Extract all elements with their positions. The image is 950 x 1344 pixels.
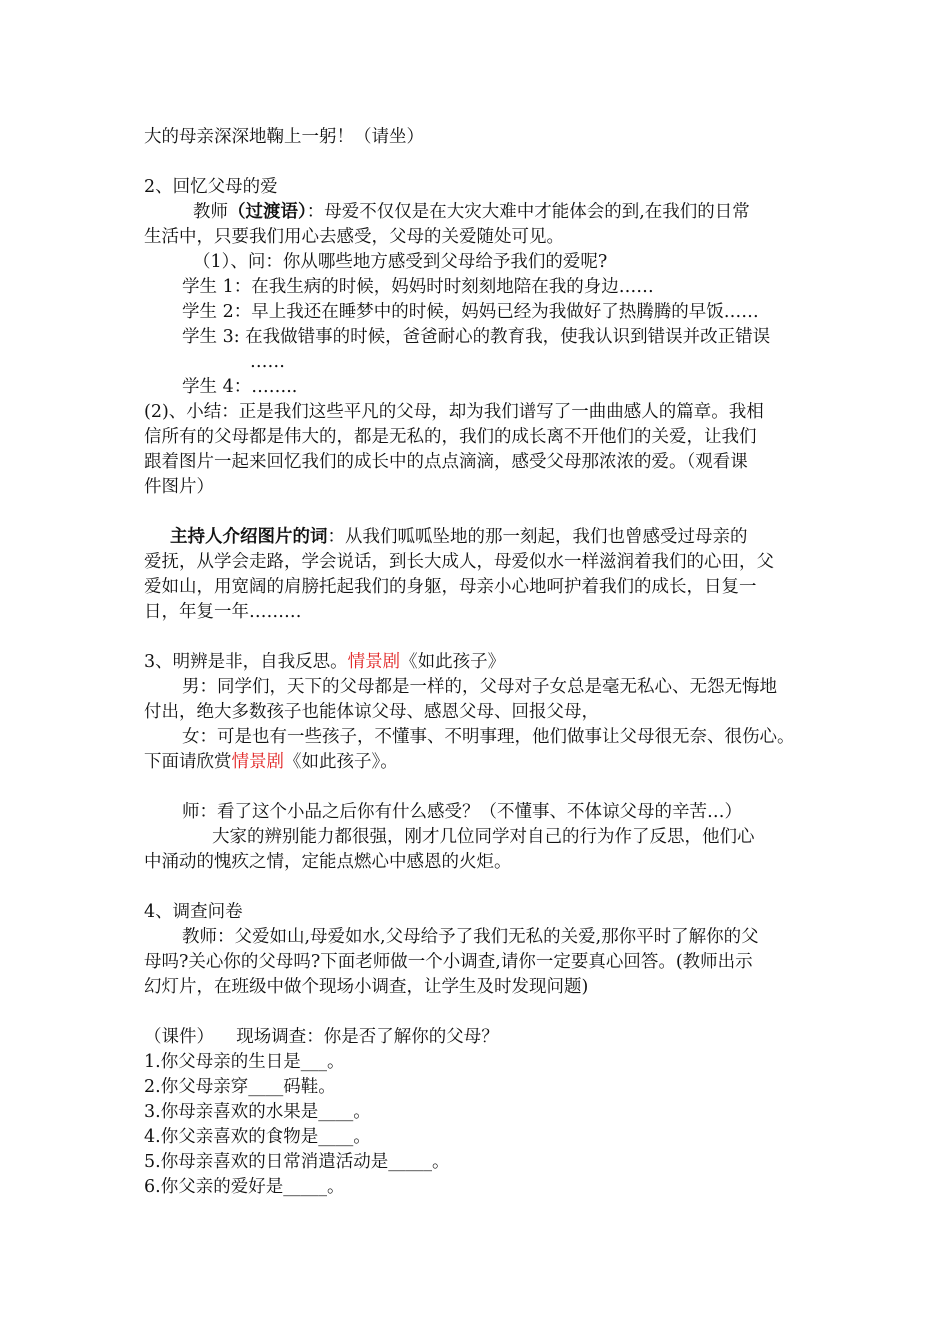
section-3-title-b: 《如此孩子》 <box>400 652 506 672</box>
summary-text-2: 信所有的父母都是伟大的，都是无私的，我们的成长离不开他们的关爱，让我们 <box>144 427 757 447</box>
comment-line-1: 大家的辨别能力都很强，刚才几位同学对自己的行为作了反思，他们心 <box>212 827 755 847</box>
section-3-heading <box>144 650 505 675</box>
section-4-teacher-line-2: 母吗?关心你的父母吗?下面老师做一个小调查,请你一定要真心回答。(教师出示 <box>144 952 753 972</box>
summary-text-1: (2)、小结：正是我们这些平凡的父母，却为我们谱写了一曲曲感人的篇章。我相 <box>144 402 764 422</box>
female-text-red: 情景剧 <box>231 752 284 772</box>
female-text-a: 下面请欣赏 <box>144 752 232 772</box>
teacher-text: ：母爱不仅仅是在大灾大难中才能体会的到,在我们的日常 <box>306 202 750 222</box>
teacher-reflection-question: 师：看了这个小品之后你有什么感受？（不懂事、不体谅父母的辛苦…） <box>182 802 742 822</box>
intro-tail-line: 大的母亲深深地鞠上一躬！（请坐） <box>144 127 424 147</box>
survey-item: 2.你父母亲穿____码鞋。 <box>144 1077 336 1097</box>
section-2-question: （1）、问：你从哪些地方感受到父母给予我们的爱呢? <box>193 252 608 272</box>
student-4-answer: 学生 4：…….. <box>182 377 298 397</box>
survey-item: 3.你母亲喜欢的水果是____。 <box>144 1102 371 1122</box>
teacher-transition-text <box>193 200 750 225</box>
survey-item: 4.你父亲喜欢的食物是____。 <box>144 1127 371 1147</box>
survey-item: 1.你父母亲的生日是___。 <box>144 1052 345 1072</box>
section-2-teacher-line-2: 生活中，只要我们用心去感受，父母的关爱随处可见。 <box>144 227 564 247</box>
section-3-title-a: 3、明辨是非，自我反思。 <box>144 652 348 672</box>
survey-item: 5.你母亲喜欢的日常消遣活动是_____。 <box>144 1152 450 1172</box>
host-line-2: 爱抚，从学会走路，学会说话，到长大成人，母爱似水一样滋润着我们的心田，父 <box>144 552 774 572</box>
section-4-teacher-line-3: 幻灯片，在班级中做个现场小调查，让学生及时发现问题) <box>144 977 589 997</box>
summary-text-3: 跟着图片一起来回忆我们的成长中的点点滴滴，感受父母那浓浓的爱。（观看课 <box>144 452 748 472</box>
female-text-b: 《如此孩子》。 <box>284 752 398 772</box>
summary-line-4: 件图片） <box>144 477 214 497</box>
section-2-teacher-line-1 <box>193 200 806 225</box>
student-2-answer: 学生 2：早上我还在睡梦中的时候，妈妈已经为我做好了热腾腾的早饭…… <box>182 302 759 322</box>
student-1-answer: 学生 1：在我生病的时候，妈妈时时刻刻地陪在我的身边…… <box>182 277 654 297</box>
survey-item: 6.你父亲的爱好是_____。 <box>144 1177 345 1197</box>
summary-line-2 <box>144 425 806 450</box>
student-3-continuation: …… <box>250 352 285 372</box>
male-line-1: 男：同学们，天下的父母都是一样的，父母对子女总是毫无私心、无怨无悔地 <box>182 677 777 697</box>
summary-line-3 <box>144 450 806 475</box>
section-3-title-red: 情景剧 <box>347 652 401 672</box>
female-line-1: 女：可是也有一些孩子，不懂事、不明事理，他们做事让父母很无奈、很伤心。 <box>182 727 795 747</box>
survey-title: （课件） 现场调查：你是否了解你的父母？ <box>144 1027 499 1047</box>
male-line-2: 付出，绝大多数孩子也能体谅父母、感恩父母、回报父母， <box>144 702 599 722</box>
host-label: 主持人介绍图片的词 <box>170 527 328 547</box>
section-2-heading: 2、回忆父母的爱 <box>144 177 278 197</box>
student-3-answer: 学生 3: 在我做错事的时候，爸爸耐心的教育我，使我认识到错误并改正错误 <box>182 327 771 347</box>
female-line-2 <box>144 750 398 775</box>
host-line-4: 日，年复一年……… <box>144 602 302 622</box>
host-line-3: 爱如山，用宽阔的肩膀托起我们的身躯，母亲小心地呵护着我们的成长，日复一 <box>144 577 757 597</box>
transition-label: （过渡语） <box>228 202 307 222</box>
section-4-heading: 4、调查问卷 <box>144 902 243 922</box>
summary-line-1 <box>144 400 806 425</box>
section-4-teacher-line-1: 教师：父爱如山,母爱如水,父母给予了我们无私的关爱,那你平时了解你的父 <box>182 927 759 947</box>
teacher-label: 教师 <box>193 202 228 222</box>
host-text-1: ：从我们呱呱坠地的那一刻起，我们也曾感受过母亲的 <box>327 527 748 547</box>
host-line-1 <box>170 525 748 550</box>
comment-line-2: 中涌动的愧疚之情，定能点燃心中感恩的火炬。 <box>144 852 512 872</box>
